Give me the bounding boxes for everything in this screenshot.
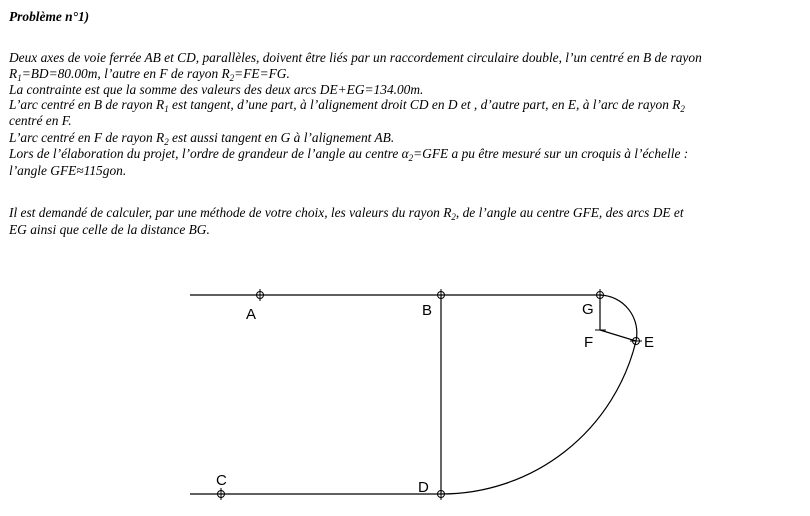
label-D: D xyxy=(418,479,429,496)
arc-DE xyxy=(441,341,636,494)
label-B: B xyxy=(422,302,433,319)
text-line: centré en F. xyxy=(9,113,72,128)
label-C: C xyxy=(216,472,227,489)
label-E: E xyxy=(644,334,655,351)
problem-title: Problème n°1) xyxy=(9,9,90,24)
text-line: EG ainsi que celle de la distance BG. xyxy=(9,222,210,237)
label-F: F xyxy=(584,334,594,351)
text-line: l’angle GFE≈115gon. xyxy=(9,163,127,178)
point-markers xyxy=(218,289,643,500)
text-line: Il est demandé de calculer, par une méthode de votre choix, les valeurs du rayon $R_2$, de l’angle au centre GFE, des arcs DE et xyxy=(9,205,684,222)
text-line: Lors de l’élaboration du projet, l’ordre de grandeur de l’angle au centre $\alpha_2=GFE$ a pu être mesuré sur un croquis à l’échelle : xyxy=(9,146,689,163)
text-line: L’arc centré en F de rayon $R_2$ est aussi tangent en G à l’alignement AB. xyxy=(9,130,395,147)
text-line: L’arc centré en B de rayon $R_1$ est tangent, d’une part, à l’alignement droit CD en D et , d’autre part, en E, à l’arc de rayon $R_2$ xyxy=(9,97,685,114)
arc-GE xyxy=(600,295,637,341)
text-line: La contrainte est que la somme des valeurs des deux arcs DE+EG=134.00m. xyxy=(9,82,424,97)
radius-FE xyxy=(600,330,636,341)
text-line: $R_1=BD=80.00m$, l’autre en F de rayon $R_2=FE=FG$. xyxy=(9,66,290,83)
label-G: G xyxy=(582,301,594,318)
text-line: Deux axes de voie ferrée AB et CD, parallèles, doivent être liés par un raccordement circulaire double, l’un centré en B de rayon xyxy=(9,50,702,65)
label-A: A xyxy=(246,306,257,323)
